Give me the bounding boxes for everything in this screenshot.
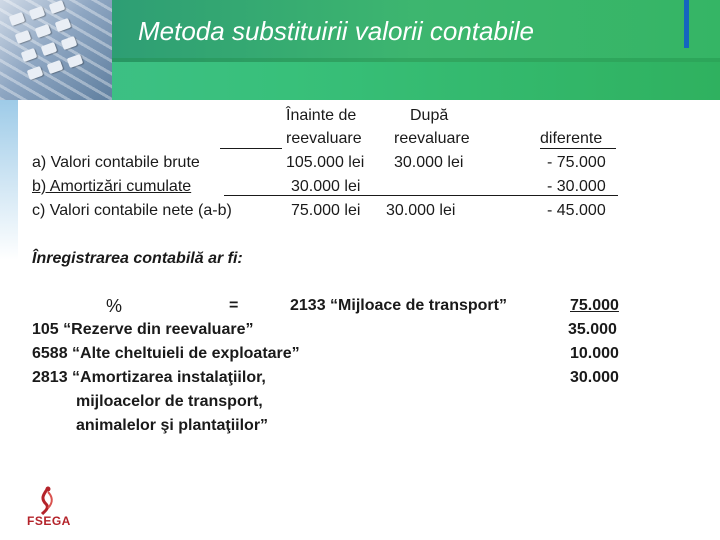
row-a-label: a) Valori contabile brute	[32, 154, 200, 171]
header-underline-left	[220, 148, 282, 149]
col-before-header-1: Înainte de	[286, 107, 357, 124]
row-c-diff: - 45.000	[547, 202, 606, 219]
entry-line-2: 6588 “Alte cheltuieli de exploatare”	[32, 345, 300, 362]
entry-line-4: mijloacelor de transport,	[76, 393, 263, 410]
col-before-header-2: reevaluare	[286, 130, 362, 147]
header-accent-line	[684, 0, 689, 48]
row-b-before: 30.000 lei	[291, 178, 361, 195]
entry-heading: Înregistrarea contabilă ar fi:	[32, 250, 243, 267]
row-a-after: 30.000 lei	[394, 154, 464, 171]
left-accent-bar	[0, 100, 18, 260]
entry-line-5: animalelor şi plantaţiilor”	[76, 417, 269, 434]
col-after-header-1: După	[410, 107, 449, 124]
row-a-before: 105.000 lei	[286, 154, 365, 171]
header-underline-right	[540, 148, 616, 149]
col-diff-header: diferente	[540, 130, 603, 147]
entry-amount-2: 10.000	[570, 345, 619, 362]
row-b-diff: - 30.000	[547, 178, 606, 195]
row-a-diff: - 75.000	[547, 154, 606, 171]
entry-amount-3: 30.000	[570, 369, 619, 386]
entry-line-1: 105 “Rezerve din reevaluare”	[32, 321, 254, 338]
col-after-header-2: reevaluare	[394, 130, 470, 147]
row-b-label: b) Amortizări cumulate	[32, 178, 192, 195]
logo-text: FSEGA	[27, 514, 71, 528]
row-c-after: 30.000 lei	[386, 202, 456, 219]
entry-debit-symbol: %	[106, 296, 123, 316]
entry-credit-amount: 75.000	[570, 297, 619, 314]
row-c-label: c) Valori contabile nete (a-b)	[32, 202, 232, 219]
entry-credit-account: 2133 “Mijloace de transport”	[290, 297, 507, 314]
row-b-underline	[224, 195, 618, 196]
entry-amount-1: 35.000	[568, 321, 617, 338]
slide-title: Metoda substituirii valorii contabile	[138, 16, 534, 46]
row-c-before: 75.000 lei	[291, 202, 361, 219]
calculator-image	[0, 0, 112, 100]
entry-line-3: 2813 “Amortizarea instalaţiilor,	[32, 369, 266, 386]
entry-equals: =	[229, 297, 239, 314]
